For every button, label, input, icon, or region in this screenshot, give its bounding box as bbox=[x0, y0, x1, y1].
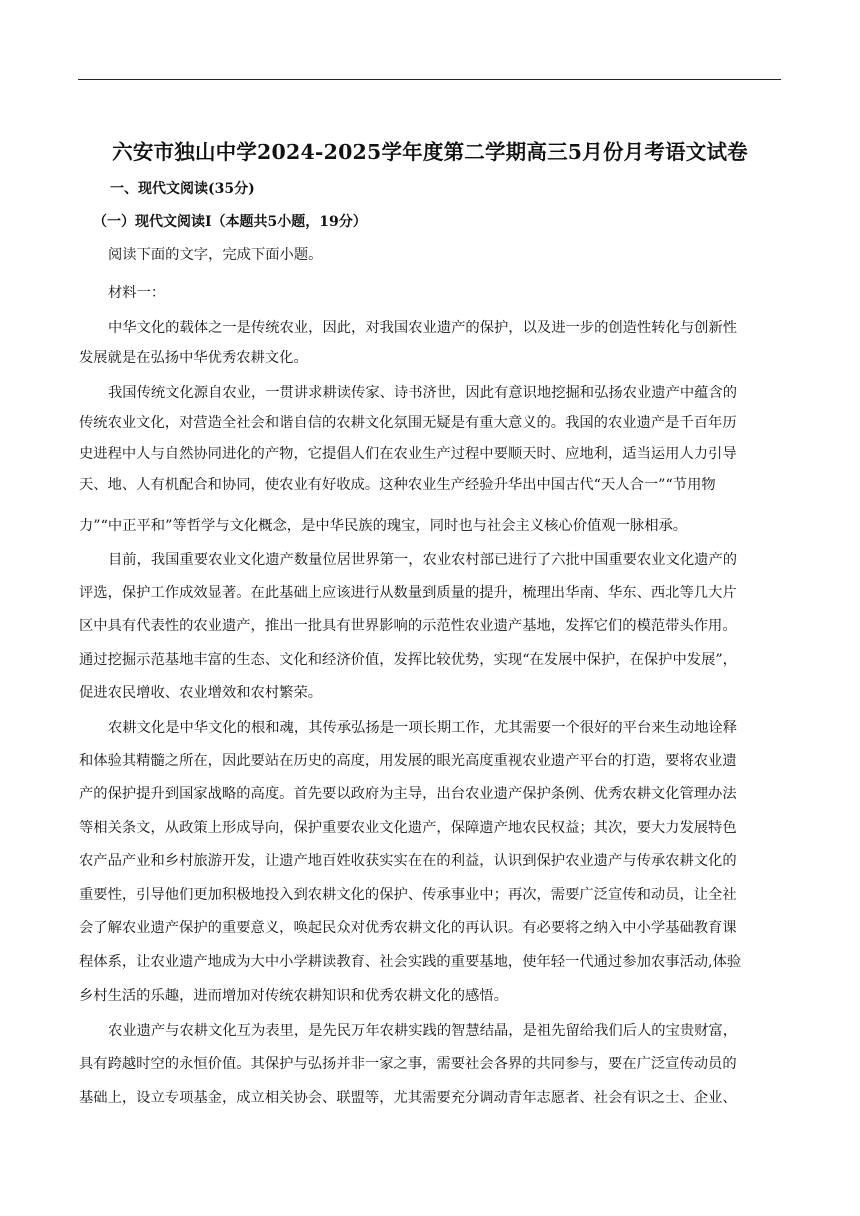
page-title: 六安市独山中学2024-2025学年度第二学期高三5月份月考语文试卷 bbox=[112, 140, 748, 164]
paragraph-3-line-5: 促进农民增收、农业增效和农村繁荣。 bbox=[79, 685, 323, 701]
paragraph-3-line-3: 区中具有代表性的农业遗产，推出一批具有世界影响的示范性农业遗产基地，发挥它们的模范带头作用。 bbox=[79, 618, 737, 634]
paragraph-4-line-4: 等相关条文，从政策上形成导向，保护重要农业文化遗产，保障遗产地农民权益；其次，要大力发展特色 bbox=[79, 820, 737, 836]
paragraph-3-line-2: 评选，保护工作成效显著。在此基础上应该进行从数量到质量的提升，梳理出华南、华东、西北等几大片 bbox=[79, 585, 737, 601]
paragraph-2-line-5: 力”“中正平和”等哲学与文化概念，是中华民族的瑰宝，同时也与社会主义核心价值观一脉相承。 bbox=[79, 518, 688, 534]
paragraph-5-line-2: 具有跨越时空的永恒价值。其保护与弘扬并非一家之事，需要社会各界的共同参与，要在广泛宣传动员的 bbox=[79, 1056, 737, 1072]
paragraph-5-line-1: 农业遗产与农耕文化互为表里，是先民万年农耕实践的智慧结晶，是祖先留给我们后人的宝贵财富， bbox=[108, 1023, 738, 1039]
paragraph-4-line-9: 乡村生活的乐趣，进而增加对传统农耕知识和优秀农耕文化的感悟。 bbox=[79, 988, 508, 1004]
paragraph-4-line-2: 和体验其精髓之所在，因此要站在历史的高度，用发展的眼光高度重视农业遗产平台的打造，要将农业遗 bbox=[79, 753, 737, 769]
paragraph-5-line-3: 基础上，设立专项基金，成立相关协会、联盟等，尤其需要充分调动青年志愿者、社会有识之士、企业、 bbox=[79, 1090, 737, 1106]
paragraph-4-line-1: 农耕文化是中华文化的根和魂，其传承弘扬是一项长期工作，尤其需要一个很好的平台来生动地诠释 bbox=[108, 720, 738, 736]
paragraph-2-line-4: 天、地、人有机配合和协同，使农业有好收成。这种农业生产经验升华出中国古代“天人合一”“节用物 bbox=[79, 477, 716, 493]
sub-heading: （一）现代文阅读Ⅰ（本题共5小题，19分） bbox=[93, 214, 367, 230]
paragraph-4-line-8: 程体系，让农业遗产地成为大中小学耕读教育、社会实践的重要基地，使年轻一代通过参加农事活动,体验 bbox=[79, 954, 742, 970]
header-rule bbox=[78, 79, 781, 80]
paragraph-4-line-6: 重要性，引导他们更加积极地投入到农耕文化的保护、传承事业中；再次，需要广泛宣传和动员，让全社 bbox=[79, 887, 737, 903]
paragraph-3-line-4: 通过挖掘示范基地丰富的生态、文化和经济价值，发挥比较优势，实现“在发展中保护，在保护中发展”， bbox=[79, 652, 737, 668]
paragraph-4-line-3: 产的保护提升到国家战略的高度。首先要以政府为主导，出台农业遗产保护条例、优秀农耕文化管理办法 bbox=[79, 786, 737, 802]
paragraph-2-line-3: 史进程中人与自然协同进化的产物，它提倡人们在农业生产过程中要顺天时、应地利，适当运用人力引导 bbox=[79, 446, 737, 462]
instruction-text: 阅读下面的文字，完成下面小题。 bbox=[108, 247, 323, 263]
paragraph-2-line-2: 传统农业文化，对营造全社会和谐自信的农耕文化氛围无疑是有重大意义的。我国的农业遗产是千百年历 bbox=[79, 415, 737, 431]
section-heading: 一、现代文阅读(35分) bbox=[110, 181, 255, 197]
material-label: 材料一： bbox=[108, 285, 166, 301]
paragraph-4-line-5: 农产品产业和乡村旅游开发，让遗产地百姓收获实实在在的利益，认识到保护农业遗产与传承农耕文化的 bbox=[79, 853, 737, 869]
paragraph-2-line-1: 我国传统文化源自农业，一贯讲求耕读传家、诗书济世，因此有意识地挖掘和弘扬农业遗产中蕴含的 bbox=[108, 385, 738, 401]
paragraph-1-line-2: 发展就是在弘扬中华优秀农耕文化。 bbox=[79, 350, 308, 366]
paragraph-4-line-7: 会了解农业遗产保护的重要意义，唤起民众对优秀农耕文化的再认识。有必要将之纳入中小学基础教育课 bbox=[79, 920, 737, 936]
paragraph-1-line-1: 中华文化的载体之一是传统农业，因此，对我国农业遗产的保护，以及进一步的创造性转化与创新性 bbox=[108, 320, 738, 336]
paragraph-3-line-1: 目前，我国重要农业文化遗产数量位居世界第一，农业农村部已进行了六批中国重要农业文化遗产的 bbox=[108, 552, 738, 568]
